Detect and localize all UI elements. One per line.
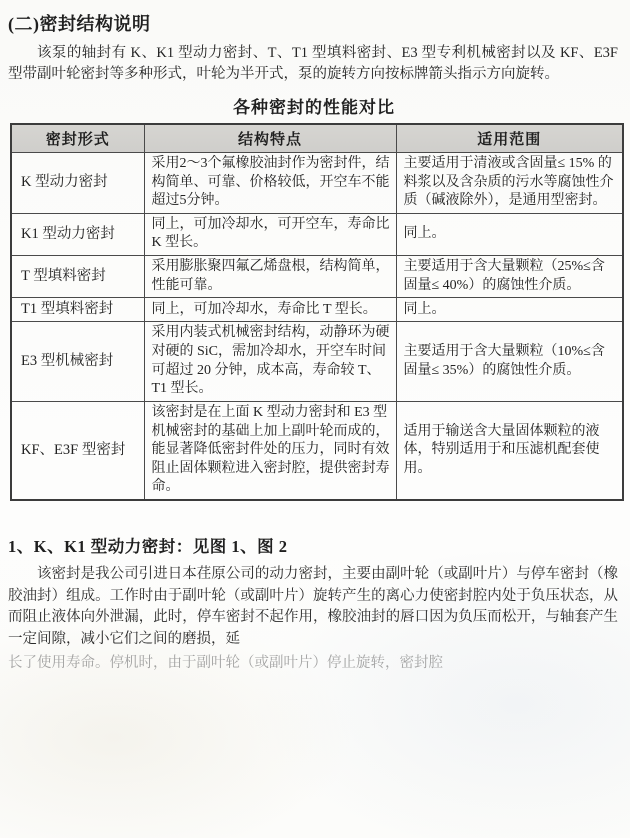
section-1-paragraph: 该密封是我公司引进日本荏原公司的动力密封，主要由副叶轮（或副叶片）与停车密封（橡胶油封）组成。工作时由于副叶轮（或副叶片）旋转产生的离心力使密封腔内处于负压状态，从而阻止液体向外泄漏，此时，停车密封不起作用，橡胶油封的唇口因为负压而松开，与轴套产生一定间隙，减小它们之间的磨损，延 [8, 565, 618, 648]
seal-type-cell: E3 型机械密封 [11, 322, 144, 401]
seal-table-body [11, 152, 623, 500]
table-row [11, 298, 623, 322]
table-row [11, 213, 623, 255]
application-scope-cell: 同上。 [396, 298, 623, 322]
table-row [11, 255, 623, 297]
seal-type-cell: T 型填料密封 [11, 255, 144, 297]
table-row [11, 152, 623, 213]
table-title: 各种密封的性能对比 [233, 97, 395, 117]
structure-feature-cell: 采用2～3个氟橡胶油封作为密封件，结构简单、可靠、价格较低，开空车不能超过5分钟。 [144, 152, 396, 213]
application-scope-cell: 主要适用于含大量颗粒（25%≤含固量≤ 40%）的腐蚀性介质。 [396, 255, 623, 297]
structure-feature-cell: 同上，可加冷却水，可开空车，寿命比 K 型长。 [144, 213, 396, 255]
seal-type-cell: K 型动力密封 [11, 152, 144, 213]
seal-type-cell: T1 型填料密封 [11, 298, 144, 322]
seal-comparison-table [10, 123, 624, 501]
table-header-row [11, 124, 623, 153]
header-application-scope: 适用范围 [396, 124, 623, 153]
section-1-heading: 1、K、K1 型动力密封：见图 1、图 2 [8, 536, 288, 556]
intro-paragraph: 该泵的轴封有 K、K1 型动力密封、T、T1 型填料密封、E3 型专利机械密封以及 KF、E3F 型带副叶轮密封等多种形式，叶轮为半开式，泵的旋转方向按标牌箭头指示方向旋转。 [8, 45, 618, 83]
structure-feature-cell: 采用内装式机械密封结构，动静环为硬对硬的 SiC，需加冷却水，开空车时间可超过 20 分钟，成本高，寿命较 T、T1 型长。 [144, 322, 396, 401]
structure-feature-cell: 采用膨胀聚四氟乙烯盘根，结构简单，性能可靠。 [144, 255, 396, 297]
structure-feature-cell: 该密封是在上面 K 型动力密封和 E3 型机械密封的基础上加上副叶轮而成的，能显著降低密封件处的压力，同时有效阻止固体颗粒进入密封腔，提供密封寿命。 [144, 401, 396, 500]
structure-feature-cell: 同上，可加冷却水，寿命比 T 型长。 [144, 298, 396, 322]
application-scope-cell: 主要适用于含大量颗粒（10%≤含固量≤ 35%）的腐蚀性介质。 [396, 322, 623, 401]
clipped-line-text: 长了使用寿命。停机时，由于副叶轮（或副叶片）停止旋转，密封腔 [8, 654, 443, 671]
application-scope-cell: 同上。 [396, 213, 623, 255]
doc-section-heading: (二)密封结构说明 [8, 14, 151, 34]
table-row [11, 322, 623, 401]
seal-type-cell: K1 型动力密封 [11, 213, 144, 255]
seal-type-cell: KF、E3F 型密封 [11, 401, 144, 500]
section-1-clipped-line [8, 653, 618, 671]
application-scope-cell: 主要适用于清液或含固量≤ 15% 的料浆以及含杂质的污水等腐蚀性介质（碱液除外），是通用型密封。 [396, 152, 623, 213]
header-structure-feature: 结构特点 [144, 124, 396, 153]
table-row [11, 401, 623, 500]
application-scope-cell: 适用于输送含大量固体颗粒的液体，特别适用于和压滤机配套使用。 [396, 401, 623, 500]
header-seal-type: 密封形式 [11, 124, 144, 153]
